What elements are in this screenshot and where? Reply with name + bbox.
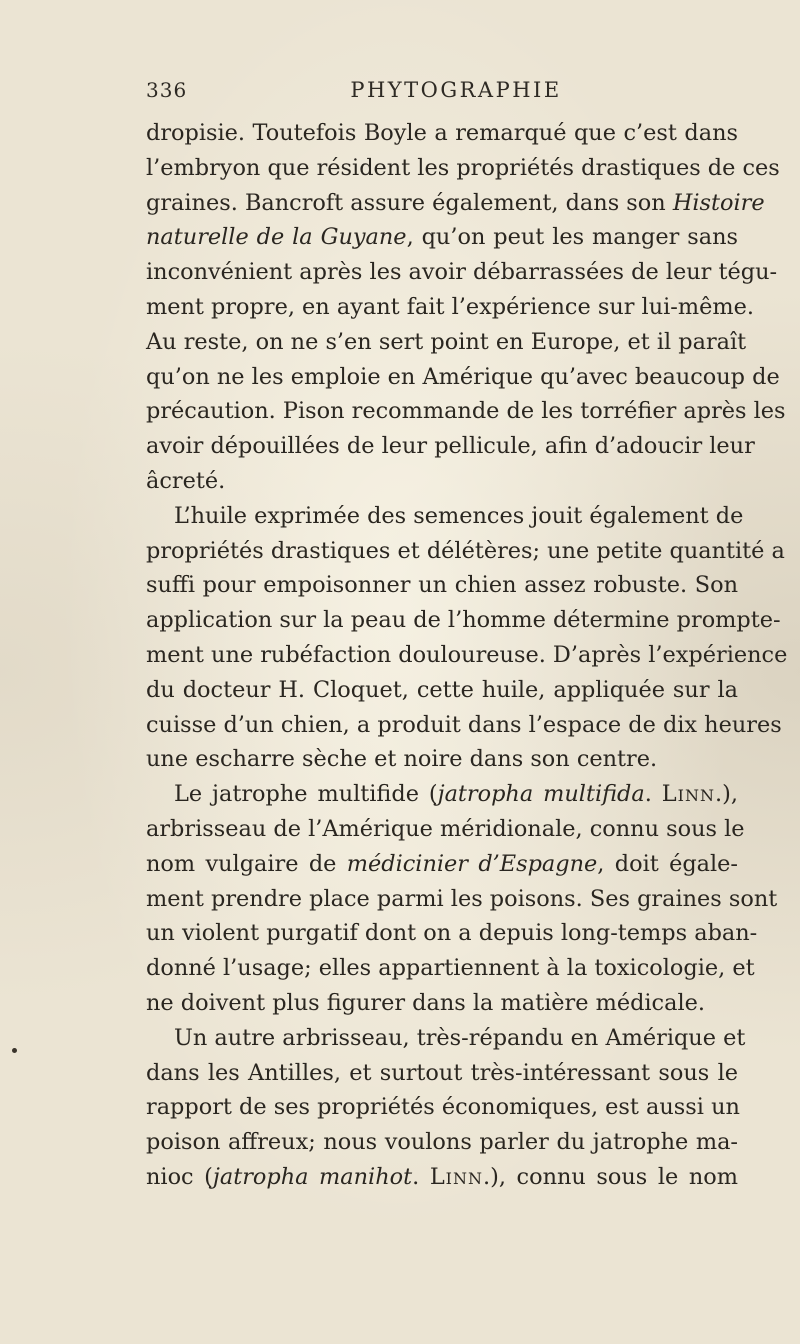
text-line (146, 603, 781, 638)
text-run: Un autre arbrisseau, très-répandu en Amérique et (174, 1024, 746, 1051)
text-line (146, 568, 738, 603)
text-line (146, 360, 780, 395)
text-line (146, 986, 738, 1021)
text-run: ment propre, en ayant fait l’expérience sur lui-même. (146, 293, 754, 320)
text-run: Au reste, on ne s’en sert point en Europe, et il paraît (146, 328, 747, 355)
text-line (146, 708, 782, 743)
page-speck (12, 1048, 17, 1053)
text-line (146, 1090, 738, 1125)
text-run: nom vulgaire de (146, 850, 347, 877)
page-number: 336 (146, 78, 188, 102)
text-line (146, 534, 785, 569)
text-line (146, 1056, 738, 1091)
text-run: propriétés drastiques et délétères; une petite quantité a (146, 537, 785, 564)
small-caps-text: Linn (429, 1163, 484, 1190)
text-line (146, 325, 747, 360)
text-line (146, 464, 738, 499)
italic-text: médicinier d’Espagne (346, 850, 598, 877)
text-run: cuisse d’un chien, a produit dans l’espace de dix heures (146, 711, 782, 738)
text-line (146, 429, 755, 464)
italic-text: jatropha multifida (437, 781, 645, 808)
text-run: donné l’usage; elles appartiennent à la toxicologie, et (146, 955, 755, 982)
text-run: un violent purgatif dont on a depuis long-temps aban- (146, 920, 758, 947)
text-run: arbrisseau de l’Amérique méridionale, connu sous le (146, 815, 745, 842)
small-caps-text: Linn (661, 781, 715, 808)
text-line (146, 220, 738, 255)
text-line (146, 951, 755, 986)
text-run: .), connu sous le nom (483, 1163, 738, 1190)
text-run: l’embryon que résident les propriétés drastiques de ces (146, 154, 780, 181)
text-run: , doit égale- (597, 850, 738, 877)
italic-text: Histoire (672, 189, 765, 216)
paragraph-first-line (146, 777, 738, 812)
text-run: une escharre sèche et noire dans son centre. (146, 746, 658, 773)
text-line (146, 812, 745, 847)
text-line (146, 290, 754, 325)
text-run: du docteur H. Cloquet, cette huile, appliquée sur la (146, 676, 738, 703)
text-run: . (644, 781, 662, 808)
text-run: Le jatrophe multifide ( (174, 781, 438, 808)
running-title: PHYTOGRAPHIE (350, 78, 562, 102)
text-run: ment prendre place parmi les poisons. Ses graines sont (146, 885, 778, 912)
text-line (146, 1125, 738, 1160)
text-line (146, 882, 778, 917)
text-line (146, 638, 788, 673)
text-line (146, 1160, 738, 1195)
text-run: ment une rubéfaction douloureuse. D’après l’expérience (146, 641, 788, 668)
text-run: ne doivent plus figurer dans la matière médicale. (146, 989, 705, 1016)
text-run: , qu’on peut les manger sans (406, 224, 739, 251)
text-run: nioc ( (146, 1163, 213, 1190)
paragraph-first-line (146, 499, 744, 534)
text-line (146, 116, 738, 151)
text-run: dropisie. Toutefois Boyle a remarqué que c’est dans (146, 120, 738, 146)
text-line (146, 394, 786, 429)
text-run: L’huile exprimée des semences jouit également de (174, 502, 744, 529)
body-text (146, 116, 788, 1195)
text-run: . (412, 1163, 430, 1190)
italic-text: naturelle de la Guyane (146, 224, 407, 251)
text-run: .), (715, 781, 738, 808)
text-run: suffi pour empoisonner un chien assez robuste. Son (146, 572, 738, 599)
text-line (146, 847, 738, 882)
text-run: rapport de ses propriétés économiques, est aussi un (146, 1094, 740, 1121)
italic-text: jatropha manihot (212, 1163, 413, 1190)
text-run: graines. Bancroft assure également, dans son (146, 189, 673, 216)
text-line (146, 186, 765, 221)
text-run: inconvénient après les avoir débarrassées de leur tégu- (146, 259, 778, 286)
text-run: âcreté. (146, 467, 226, 494)
paragraph-first-line (146, 1021, 746, 1056)
text-line (146, 673, 738, 708)
text-line (146, 916, 758, 951)
text-run: précaution. Pison recommande de les torréfier après les (146, 398, 786, 425)
text-run: avoir dépouillées de leur pellicule, afin d’adoucir leur (146, 433, 755, 460)
text-line (146, 151, 780, 186)
text-line (146, 742, 738, 777)
text-line (146, 255, 778, 290)
running-head (146, 78, 738, 108)
text-run: qu’on ne les emploie en Amérique qu’avec beaucoup de (146, 363, 780, 390)
text-run: poison affreux; nous voulons parler du jatrophe ma- (146, 1129, 738, 1156)
text-run: application sur la peau de l’homme détermine prompte- (146, 607, 781, 634)
text-run: dans les Antilles, et surtout très-intéressant sous le (146, 1059, 738, 1086)
